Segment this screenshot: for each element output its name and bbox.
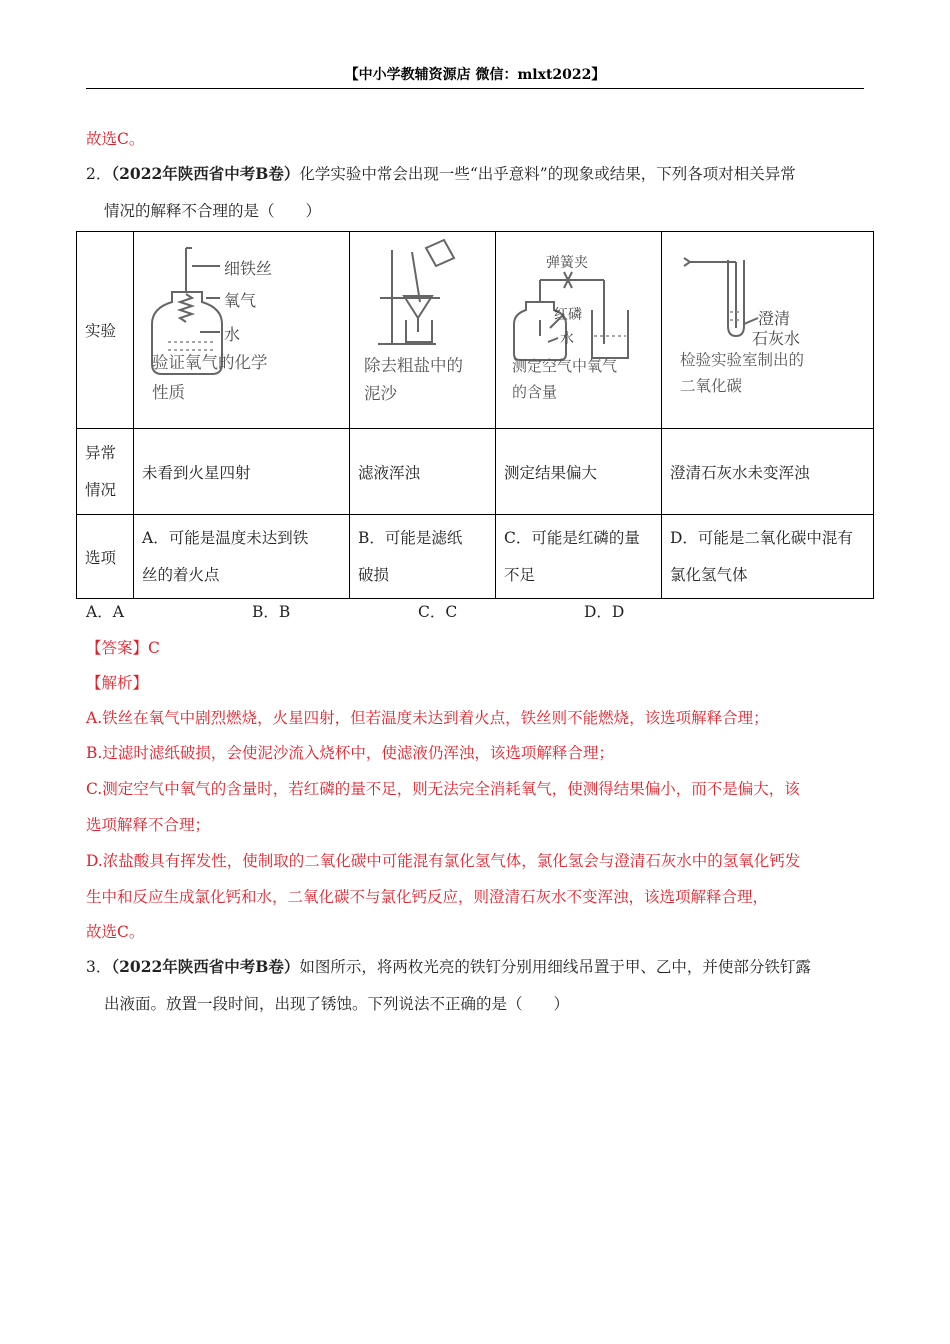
analysis-line-5: D.浓盐酸具有挥发性，使制取的二氧化碳中可能混有氯化氢气体，氯化氢会与澄清石灰水中的氢氧化钙发 bbox=[86, 852, 801, 870]
exp3-option bbox=[496, 515, 662, 599]
analysis-line-2: B.过滤时滤纸破损，会使泥沙流入烧杯中，使滤液仍浑浊，该选项解释合理； bbox=[86, 744, 614, 762]
q2-stem-line2: 情况的解释不合理的是（ ） bbox=[104, 202, 322, 220]
label-spring-clip: 弹簧夹 bbox=[546, 255, 588, 271]
exp1-option-l2: 丝的着火点 bbox=[142, 565, 220, 584]
row-experiment bbox=[77, 232, 874, 429]
q3-stem-line1 bbox=[86, 956, 811, 978]
row-option bbox=[77, 515, 874, 599]
analysis-title: 【解析】 bbox=[86, 674, 149, 692]
page-header: 【中小学教辅资源店 微信：mlxt2022】 bbox=[86, 62, 864, 89]
exp3-image-cell bbox=[496, 232, 662, 429]
exp4-caption-l1: 检验实验室制出的 bbox=[680, 351, 805, 369]
exp3-caption-l1: 测定空气中氧气 bbox=[512, 357, 618, 375]
choice-b: B．B bbox=[252, 603, 291, 621]
label-limewater: 石灰水 bbox=[752, 329, 801, 348]
q2-source: （2022年陕西省中考B卷） bbox=[111, 164, 300, 183]
choice-d: D．D bbox=[584, 603, 625, 621]
analysis-line-1: A.铁丝在氧气中剧烈燃烧，火星四射，但若温度未达到着火点，铁丝则不能燃烧，该选项解释合理； bbox=[86, 709, 769, 727]
exp3-option-l2: 不足 bbox=[504, 565, 536, 584]
q3-stem-text: 如图所示，将两枚光亮的铁钉分别用细线吊置于甲、乙中，并使部分铁钉露 bbox=[299, 958, 811, 976]
exp3-option-l1: C．可能是红磷的量 bbox=[504, 528, 640, 547]
exp1-caption-l2: 性质 bbox=[152, 383, 185, 402]
exp4-option-l1: D．可能是二氧化碳中混有 bbox=[670, 528, 853, 547]
exp1-option-l1: A．可能是温度未达到铁 bbox=[142, 528, 309, 547]
experiment-table bbox=[76, 231, 874, 599]
exp3-caption-l2: 的含量 bbox=[512, 383, 558, 401]
label-iron-wire: 细铁丝 bbox=[224, 259, 273, 278]
top-conclusion: 故选C。 bbox=[86, 130, 145, 148]
exp4-abnormal: 澄清石灰水未变浑浊 bbox=[662, 429, 874, 515]
row-label-abnormal-l1: 异常 bbox=[85, 443, 117, 462]
exp1-caption-l1: 验证氧气的化学 bbox=[152, 353, 268, 372]
exp4-option-l2: 氯化氢气体 bbox=[670, 565, 748, 584]
exp2-caption-l2: 泥沙 bbox=[364, 384, 397, 403]
exp3-abnormal: 测定结果偏大 bbox=[496, 429, 662, 515]
q2-stem-line1 bbox=[86, 163, 796, 185]
exp2-image-cell bbox=[350, 232, 496, 429]
row-label-option: 选项 bbox=[77, 515, 134, 599]
exp4-caption-l2: 二氧化碳 bbox=[680, 377, 743, 395]
answer: 【答案】C bbox=[86, 639, 160, 657]
analysis-line-3: C.测定空气中氧气的含量时，若红磷的量不足，则无法完全消耗氧气，使测得结果偏小，而不是偏大，该 bbox=[86, 780, 800, 798]
q3-stem-line2: 出液面。放置一段时间，出现了锈蚀。下列说法不正确的是（ ） bbox=[104, 995, 570, 1013]
row-label-abnormal-l2: 情况 bbox=[85, 480, 117, 499]
exp2-option-l2: 破损 bbox=[358, 565, 390, 584]
q3-source: （2022年陕西省中考B卷） bbox=[111, 957, 300, 976]
exp4-option bbox=[662, 515, 874, 599]
exp4-image-cell bbox=[662, 232, 874, 429]
analysis-line-7: 故选C。 bbox=[86, 923, 145, 941]
row-abnormal bbox=[77, 429, 874, 515]
label-water-3: 水 bbox=[560, 331, 574, 347]
exp2-abnormal: 滤液浑浊 bbox=[350, 429, 496, 515]
exp1-option bbox=[134, 515, 350, 599]
label-red-phosphorus: 红磷 bbox=[554, 307, 582, 323]
row-label-experiment: 实验 bbox=[77, 232, 134, 429]
exp2-caption-l1: 除去粗盐中的 bbox=[364, 356, 463, 375]
analysis-line-6: 生中和反应生成氯化钙和水，二氧化碳不与氯化钙反应，则澄清石灰水不变浑浊，该选项解释合理， bbox=[86, 888, 769, 906]
q2-stem-text: 化学实验中常会出现一些“出乎意料”的现象或结果，下列各项对相关异常 bbox=[299, 165, 796, 183]
exp2-option bbox=[350, 515, 496, 599]
exp1-image-cell bbox=[134, 232, 350, 429]
label-clear: 澄清 bbox=[758, 309, 791, 328]
exp2-option-l1: B．可能是滤纸 bbox=[358, 528, 463, 547]
q3-number: 3． bbox=[86, 958, 112, 976]
choice-a: A．A bbox=[86, 603, 124, 621]
exp1-abnormal: 未看到火星四射 bbox=[134, 429, 350, 515]
row-label-abnormal bbox=[77, 429, 134, 515]
analysis-line-4: 选项解释不合理； bbox=[86, 816, 211, 834]
q2-number: 2． bbox=[86, 165, 112, 183]
label-oxygen: 氧气 bbox=[224, 291, 257, 310]
label-water: 水 bbox=[224, 325, 241, 344]
choice-c: C．C bbox=[418, 603, 458, 621]
